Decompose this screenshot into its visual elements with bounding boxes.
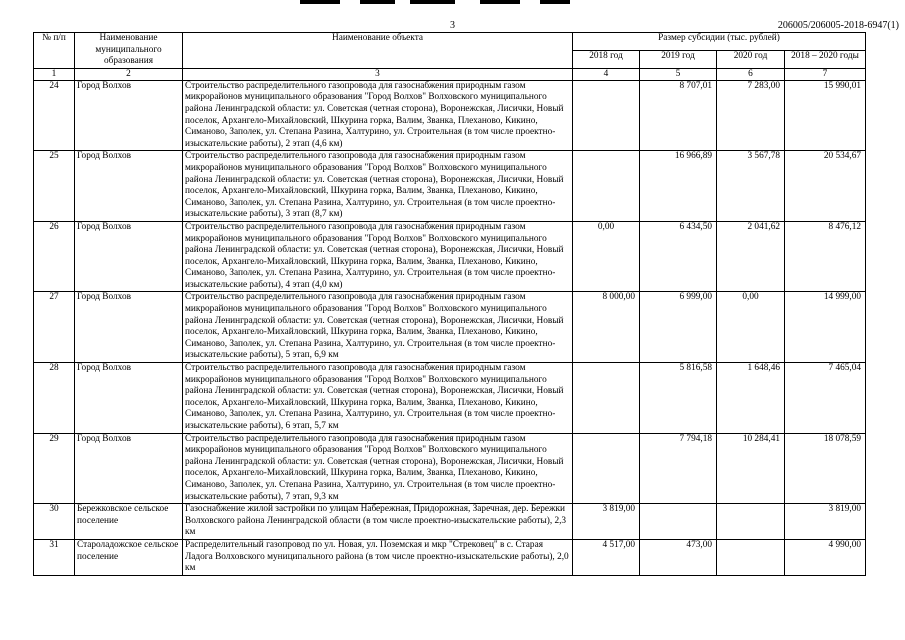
value-2020: 0,00: [717, 292, 785, 363]
row-number: 29: [34, 433, 75, 504]
value-2018: 3 819,00: [573, 504, 640, 540]
row-number: 25: [34, 151, 75, 222]
value-total: 7 465,04: [785, 363, 866, 434]
value-2019: 6 999,00: [640, 292, 717, 363]
municipality-name: Бережковское сельское поселение: [75, 504, 183, 540]
municipality-name: Город Волхов: [75, 363, 183, 434]
value-2020: 2 041,62: [717, 221, 785, 292]
value-2019: 8 707,01: [640, 80, 717, 151]
value-2018: 0,00: [573, 221, 640, 292]
table-row: [34, 221, 866, 292]
object-name: Строительство распределительного газопровода для газоснабжения природным газом микрорайонов муниципального образования "Город Волхов" Волховского муниципального района Ленинградской области: ул. Советская (четная сторона), Воронежская, Лисички, Новый поселок, Архангело-Михайловский, Шкурина горка, Валим, Званка, Плеханово, Кикино, Симаново, Заполек, ул. Степана Разина, Халтурино, ул. Строительная (в том числе проектно-изыскательские работы), 5 этап, 6,9 км: [183, 292, 573, 363]
value-total: 20 534,67: [785, 151, 866, 222]
row-number: 24: [34, 80, 75, 151]
object-name: Строительство распределительного газопровода для газоснабжения природным газом микрорайонов муниципального образования "Город Волхов" Волховского муниципального района Ленинградской области: ул. Советская (четная сторона), Воронежская, Лисички, Новый поселок, Архангело-Михайловский, Шкурина горка, Валим, Званка, Плеханово, Кикино, Симаново, Заполек, ул. Степана Разина, Халтурино, ул. Строительная (в том числе проектно-изыскательские работы), 4 этап (4,0 км): [183, 221, 573, 292]
object-name: Строительство распределительного газопровода для газоснабжения природным газом микрорайонов муниципального образования "Город Волхов" Волховского муниципального района Ленинградской области: ул. Советская (четная сторона), Воронежская, Лисички, Новый поселок, Архангело-Михайловский, Шкурина горка, Валим, Званка, Плеханово, Кикино, Симаново, Заполек, ул. Степана Разина, Халтурино, ул. Строительная (в том числе проектно-изыскательские работы), 7 этап, 9,3 км: [183, 433, 573, 504]
table-row: [34, 363, 866, 434]
value-2020: [717, 539, 785, 575]
value-total: 8 476,12: [785, 221, 866, 292]
table-row: [34, 539, 866, 575]
value-2019: [640, 504, 717, 540]
value-total: 3 819,00: [785, 504, 866, 540]
value-2018: [573, 80, 640, 151]
header-object: Наименование объекта: [183, 33, 573, 69]
object-name: Газоснабжение жилой застройки по улицам Набережная, Придорожная, Заречная, дер. Бережки Волховского района Ленинградской области (в том числе проектно-изыскательские работы), 2,3 км: [183, 504, 573, 540]
subsidy-table: [33, 32, 866, 576]
object-name: Распределительный газопровод по ул. Новая, ул. Поземская и мкр "Стрековец" в с. Старая Ладога Волховского муниципального района (в том числе проектно-изыскательские работы), 2,0 км: [183, 539, 573, 575]
scan-artifact: [540, 0, 570, 4]
document-id: 206005/206005-2018-6947(1): [777, 20, 899, 31]
table-row: [34, 151, 866, 222]
scan-artifact: [300, 0, 340, 4]
object-name: Строительство распределительного газопровода для газоснабжения природным газом микрорайонов муниципального образования "Город Волхов" Волховского муниципального района Ленинградской области: ул. Советская (четная сторона), Воронежская, Лисички, Новый поселок, Архангело-Михайловский, Шкурина горка, Валим, Званка, Плеханово, Кикино, Симаново, Заполек, ул. Степана Разина, Халтурино, ул. Строительная (в том числе проектно-изыскательские работы), 2 этап (4,6 км): [183, 80, 573, 151]
col-number: 3: [183, 68, 573, 80]
value-2020: [717, 504, 785, 540]
header-total: 2018 – 2020 годы: [785, 50, 866, 68]
municipality-name: Город Волхов: [75, 151, 183, 222]
col-number: 5: [640, 68, 717, 80]
header-num: № п/п: [34, 33, 75, 69]
col-number: 7: [785, 68, 866, 80]
value-2018: 4 517,00: [573, 539, 640, 575]
table-row: [34, 80, 866, 151]
value-2020: 10 284,41: [717, 433, 785, 504]
municipality-name: Город Волхов: [75, 80, 183, 151]
page-number: 3: [450, 20, 455, 31]
value-2018: 8 000,00: [573, 292, 640, 363]
municipality-name: Город Волхов: [75, 292, 183, 363]
scan-artifact: [410, 0, 455, 4]
value-2020: 1 648,46: [717, 363, 785, 434]
col-number: 4: [573, 68, 640, 80]
header-mo: Наименование муниципального образования: [75, 33, 183, 69]
value-2019: 16 966,89: [640, 151, 717, 222]
value-2019: 6 434,50: [640, 221, 717, 292]
header-row: [34, 33, 866, 51]
row-number: 27: [34, 292, 75, 363]
table-row: [34, 504, 866, 540]
value-2019: 7 794,18: [640, 433, 717, 504]
municipality-name: Город Волхов: [75, 433, 183, 504]
value-2018: [573, 363, 640, 434]
value-2020: 3 567,78: [717, 151, 785, 222]
scan-artifact: [480, 0, 520, 4]
header-2020: 2020 год: [717, 50, 785, 68]
row-number: 28: [34, 363, 75, 434]
value-2018: [573, 433, 640, 504]
header-subsidy: Размер субсидии (тыс. рублей): [573, 33, 866, 51]
municipality-name: Город Волхов: [75, 221, 183, 292]
object-name: Строительство распределительного газопровода для газоснабжения природным газом микрорайонов муниципального образования "Город Волхов" Волховского муниципального района Ленинградской области: ул. Советская (четная сторона), Воронежская, Лисички, Новый поселок, Архангело-Михайловский, Шкурина горка, Валим, Званка, Плеханово, Кикино, Симаново, Заполек, ул. Степана Разина, Халтурино, ул. Строительная (в том числе проектно-изыскательские работы), 3 этап (8,7 км): [183, 151, 573, 222]
table-row: [34, 292, 866, 363]
scan-artifact: [360, 0, 395, 4]
value-2020: 7 283,00: [717, 80, 785, 151]
col-number: 6: [717, 68, 785, 80]
table-row: [34, 433, 866, 504]
header-2018: 2018 год: [573, 50, 640, 68]
column-number-row: [34, 68, 866, 80]
value-total: 4 990,00: [785, 539, 866, 575]
municipality-name: Староладожское сельское поселение: [75, 539, 183, 575]
value-total: 14 999,00: [785, 292, 866, 363]
value-total: 18 078,59: [785, 433, 866, 504]
object-name: Строительство распределительного газопровода для газоснабжения природным газом микрорайонов муниципального образования "Город Волхов" Волховского муниципального района Ленинградской области: ул. Советская (четная сторона), Воронежская, Лисички, Новый поселок, Архангело-Михайловский, Шкурина горка, Валим, Званка, Плеханово, Кикино, Симаново, Заполек, ул. Степана Разина, Халтурино, ул. Строительная (в том числе проектно-изыскательские работы), 6 этап, 5,7 км: [183, 363, 573, 434]
row-number: 30: [34, 504, 75, 540]
col-number: 2: [75, 68, 183, 80]
row-number: 31: [34, 539, 75, 575]
row-number: 26: [34, 221, 75, 292]
value-2018: [573, 151, 640, 222]
value-2019: 5 816,58: [640, 363, 717, 434]
value-total: 15 990,01: [785, 80, 866, 151]
header-2019: 2019 год: [640, 50, 717, 68]
col-number: 1: [34, 68, 75, 80]
value-2019: 473,00: [640, 539, 717, 575]
